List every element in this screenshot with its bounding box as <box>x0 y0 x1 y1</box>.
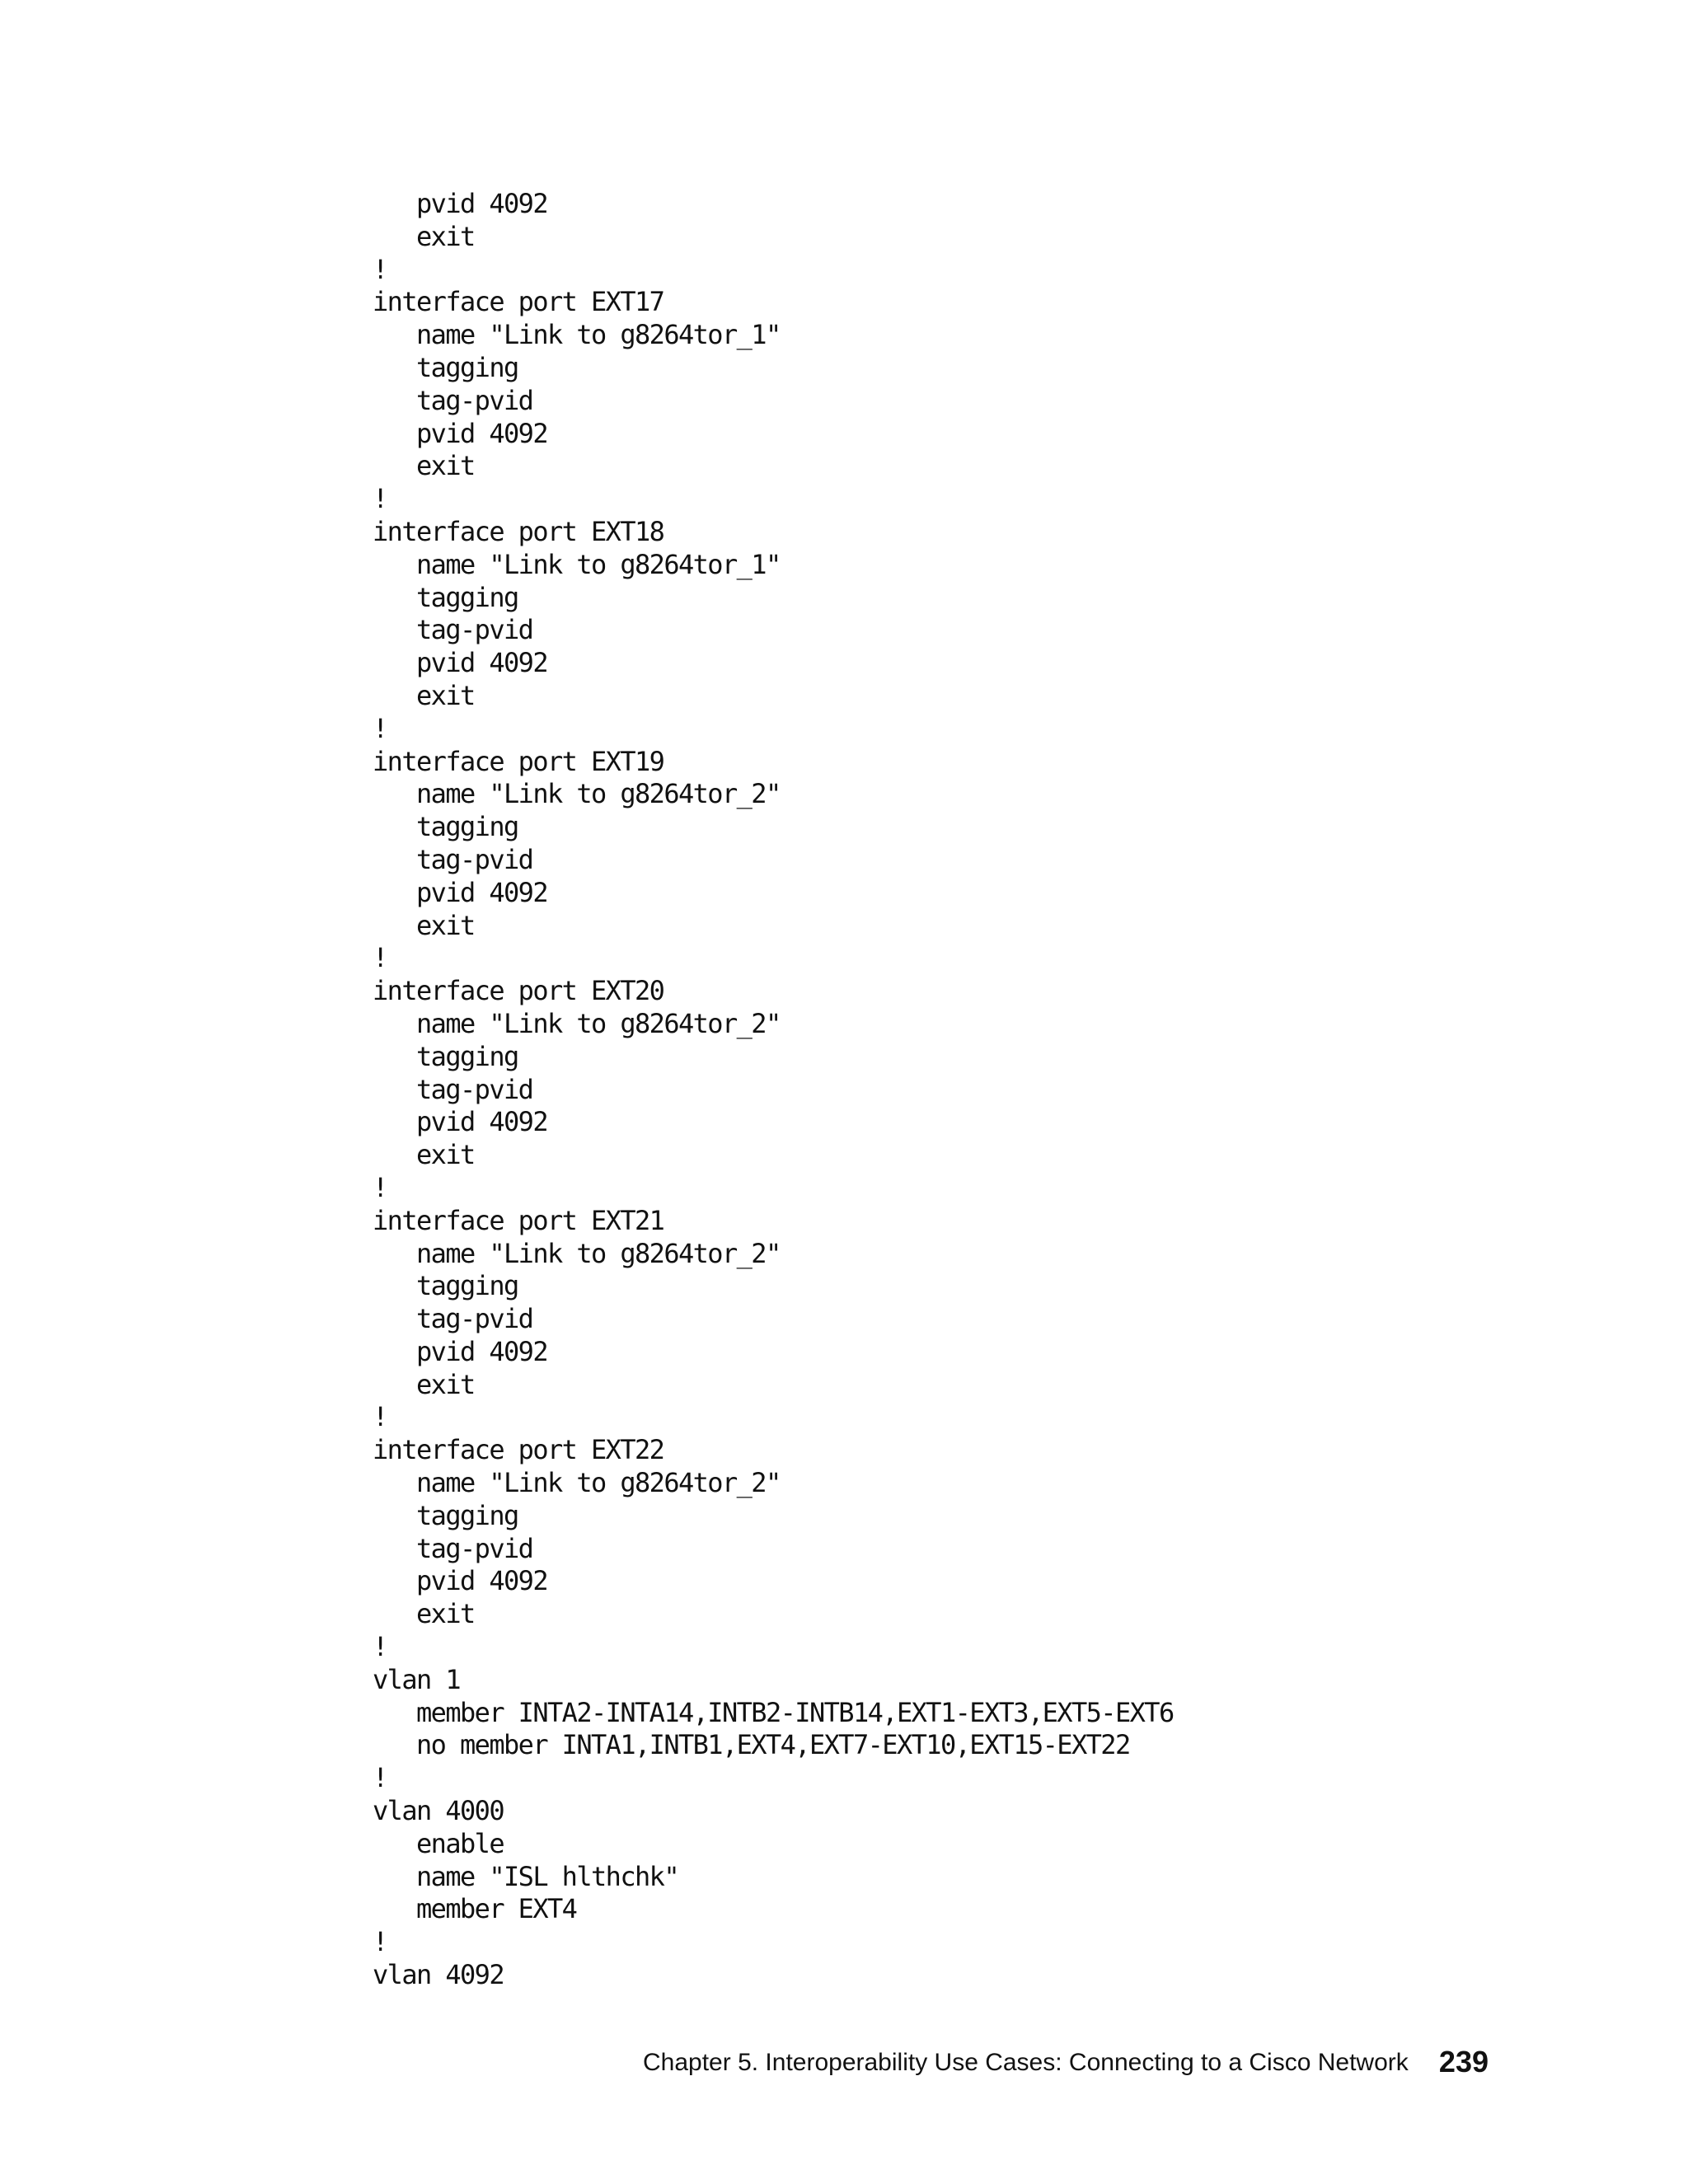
code-line: pvid 4092 <box>373 417 547 449</box>
code-line: name "Link to g8264tor_2" <box>373 1237 781 1269</box>
code-line: interface port EXT19 <box>373 745 664 777</box>
code-line: pvid 4092 <box>373 647 547 679</box>
code-line: tag-pvid <box>373 1532 533 1564</box>
code-line: name "Link to g8264tor_2" <box>373 1007 781 1039</box>
code-line: no member INTA1,INTB1,EXT4,EXT7-EXT10,EXT15-EXT22 <box>373 1729 1130 1761</box>
code-line: tag-pvid <box>373 1303 533 1335</box>
code-line: exit <box>373 1598 475 1630</box>
code-line: name "Link to g8264tor_1" <box>373 548 781 580</box>
code-line: interface port EXT17 <box>373 286 664 318</box>
code-line: ! <box>373 1631 387 1663</box>
code-line: pvid 4092 <box>373 1335 547 1367</box>
code-line: vlan 1 <box>373 1663 460 1695</box>
code-listing <box>373 188 1174 1992</box>
code-line: tagging <box>373 1040 518 1072</box>
code-line: tagging <box>373 1499 518 1531</box>
code-line: ! <box>373 483 387 515</box>
code-line: tagging <box>373 811 518 843</box>
code-line: pvid 4092 <box>373 876 547 908</box>
code-line: exit <box>373 1368 475 1400</box>
code-line: exit <box>373 679 475 711</box>
code-line: exit <box>373 909 475 941</box>
code-line: ! <box>373 942 387 974</box>
code-line: interface port EXT22 <box>373 1434 664 1466</box>
code-line: name "ISL hlthchk" <box>373 1860 678 1892</box>
code-line: tagging <box>373 351 518 383</box>
code-line: vlan 4092 <box>373 1959 504 1991</box>
code-line: tag-pvid <box>373 843 533 875</box>
code-line: tag-pvid <box>373 614 533 646</box>
code-line: ! <box>373 1762 387 1794</box>
code-line: exit <box>373 1139 475 1171</box>
code-line: ! <box>373 1401 387 1433</box>
code-line: interface port EXT21 <box>373 1204 664 1236</box>
code-line: exit <box>373 450 475 482</box>
code-line: pvid 4092 <box>373 1565 547 1597</box>
code-line: ! <box>373 253 387 285</box>
code-line: name "Link to g8264tor_2" <box>373 778 781 810</box>
code-line: tag-pvid <box>373 1073 533 1105</box>
code-line: ! <box>373 1926 387 1958</box>
code-line: pvid 4092 <box>373 1106 547 1138</box>
footer-chapter-title: Chapter 5. Interoperability Use Cases: Connecting to a Cisco Network <box>643 2049 1409 2076</box>
code-line: vlan 4000 <box>373 1795 504 1827</box>
code-line: tag-pvid <box>373 384 533 416</box>
code-line: interface port EXT20 <box>373 975 664 1007</box>
code-line: name "Link to g8264tor_1" <box>373 319 781 351</box>
code-line: enable <box>373 1827 504 1859</box>
code-line: name "Link to g8264tor_2" <box>373 1467 781 1499</box>
page-number: 239 <box>1438 2045 1489 2079</box>
code-line: interface port EXT18 <box>373 515 664 547</box>
code-line: ! <box>373 1171 387 1203</box>
code-line: tagging <box>373 581 518 613</box>
code-line: ! <box>373 712 387 744</box>
code-line: tagging <box>373 1270 518 1302</box>
code-line: member EXT4 <box>373 1893 577 1925</box>
code-line: exit <box>373 220 475 252</box>
page-footer <box>643 2042 1500 2083</box>
code-line: member INTA2-INTA14,INTB2-INTB14,EXT1-EXT3,EXT5-EXT6 <box>373 1696 1174 1728</box>
code-line: pvid 4092 <box>373 188 547 219</box>
